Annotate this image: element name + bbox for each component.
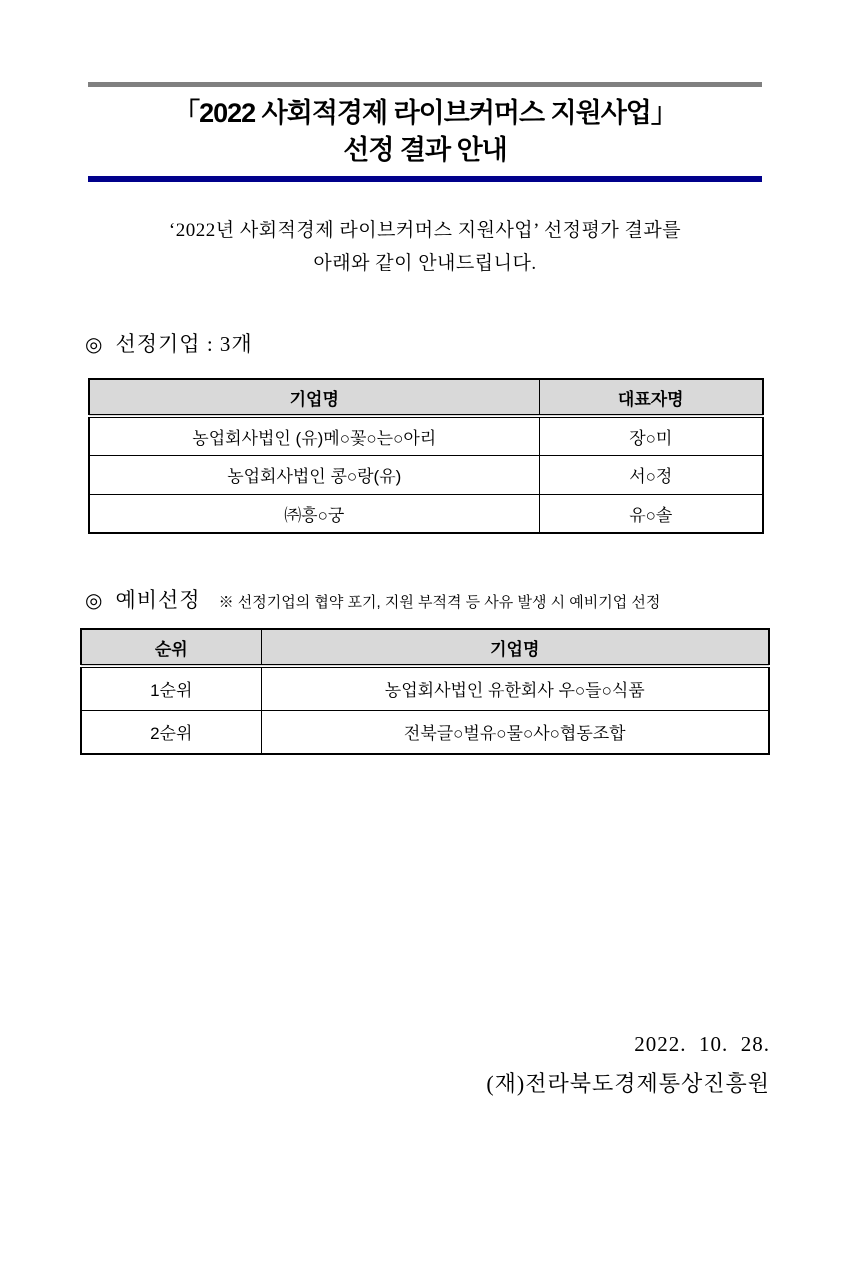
- reserve-note: ※ 선정기업의 협약 포기, 지원 부적격 등 사유 발생 시 예비기업 선정: [218, 594, 661, 611]
- company-name-cell: 농업회사법인 콩○랑(유): [89, 455, 539, 494]
- bullseye-marker-icon: ◎: [85, 590, 104, 612]
- table-row: [81, 666, 769, 710]
- selected-companies-table: [88, 378, 764, 534]
- organization-name: (재)전라북도경제통상진흥원: [486, 1071, 770, 1096]
- announcement-date: 2022. 10. 28.: [634, 1032, 770, 1056]
- section-reserve-label: 예비선정: [115, 588, 201, 612]
- company-name-cell: 농업회사법인 유한회사 우○들○식품: [261, 666, 769, 710]
- intro-line2: 아래와 같이 안내드립니다.: [313, 252, 537, 274]
- document-page: [0, 82, 850, 1284]
- section-heading-selected: [85, 328, 850, 358]
- table-header-row: [89, 379, 763, 416]
- company-name-cell: 전북글○벌유○물○사○협동조합: [261, 710, 769, 754]
- table-row: [89, 455, 763, 494]
- table-row: [81, 710, 769, 754]
- representative-cell: 서○정: [539, 455, 763, 494]
- section-heading-reserve: [85, 584, 850, 614]
- column-header-representative: 대표자명: [539, 379, 763, 416]
- intro-line1: ‘2022년 사회적경제 라이브커머스 지원사업’ 선정평가 결과를: [168, 219, 682, 241]
- signature-block: [486, 1032, 770, 1098]
- document-title: [88, 87, 762, 176]
- document-title-line2: 선정 결과 안내: [343, 135, 507, 166]
- company-name-cell: 농업회사법인 (유)메○꽃○는○아리: [89, 416, 539, 455]
- rank-cell: 2순위: [81, 710, 261, 754]
- reserve-companies-table: [80, 628, 770, 755]
- representative-cell: 유○솔: [539, 494, 763, 533]
- column-header-rank: 순위: [81, 629, 261, 666]
- table-row: [89, 494, 763, 533]
- table-row: [89, 416, 763, 455]
- column-header-company: 기업명: [89, 379, 539, 416]
- intro-paragraph: [0, 214, 850, 281]
- document-title-line1: 「2022 사회적경제 라이브커머스 지원사업」: [173, 98, 677, 128]
- title-banner: [88, 82, 762, 182]
- bullseye-marker-icon: ◎: [85, 334, 104, 356]
- company-name-cell: ㈜흥○궁: [89, 494, 539, 533]
- table-header-row: [81, 629, 769, 666]
- section-selected-label: 선정기업 : 3개: [115, 332, 253, 356]
- rank-cell: 1순위: [81, 666, 261, 710]
- bottom-rule: [88, 176, 762, 182]
- representative-cell: 장○미: [539, 416, 763, 455]
- column-header-company: 기업명: [261, 629, 769, 666]
